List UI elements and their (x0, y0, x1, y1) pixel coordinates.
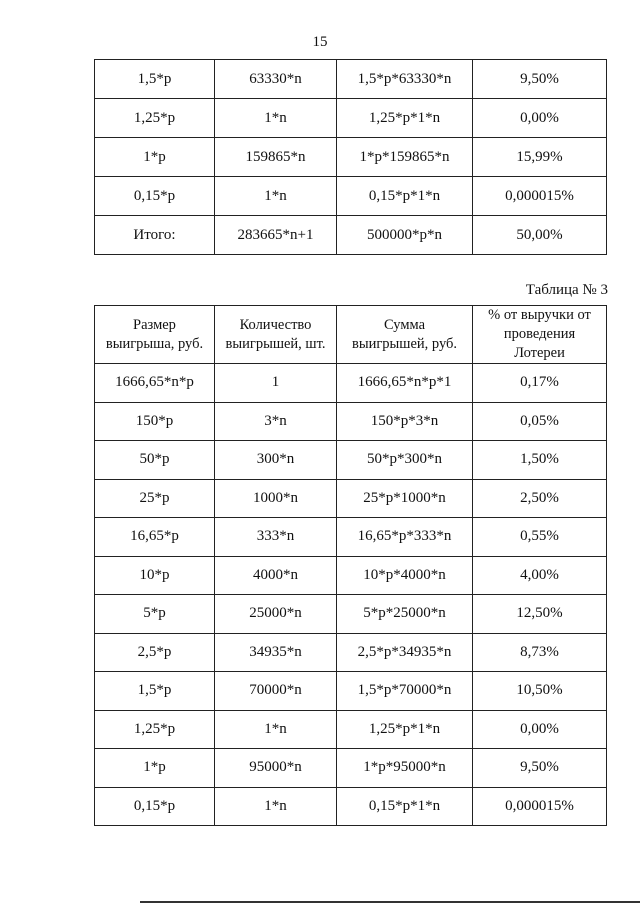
prize-count-cell: 1*n (215, 787, 337, 826)
table-row (95, 216, 607, 255)
prize-size-cell: 16,65*p (95, 518, 215, 557)
revenue-percent-cell: 8,73% (473, 633, 607, 672)
prize-sum-cell: 25*p*1000*n (337, 479, 473, 518)
prize-size-cell: 10*p (95, 556, 215, 595)
header-prize-count: Количество выигрышей, шт. (215, 306, 337, 364)
revenue-percent-cell: 0,05% (473, 402, 607, 441)
prize-count-cell: 34935*n (215, 633, 337, 672)
prize-sum-cell: 1*p*159865*n (337, 138, 473, 177)
prize-table-continuation-body (95, 60, 607, 255)
prize-sum-cell: 150*p*3*n (337, 402, 473, 441)
table-3-caption: Таблица № 3 (525, 282, 608, 298)
revenue-percent-cell: 12,50% (473, 595, 607, 634)
table-row (95, 99, 607, 138)
table-row (95, 672, 607, 711)
prize-count-cell: 1*n (215, 99, 337, 138)
prize-size-cell: Итого: (95, 216, 215, 255)
prize-count-cell: 1 (215, 364, 337, 403)
prize-count-cell: 1000*n (215, 479, 337, 518)
prize-sum-cell: 50*p*300*n (337, 441, 473, 480)
table-row (95, 60, 607, 99)
revenue-percent-cell: 50,00% (473, 216, 607, 255)
prize-count-cell: 4000*n (215, 556, 337, 595)
prize-count-cell: 70000*n (215, 672, 337, 711)
prize-sum-cell: 16,65*p*333*n (337, 518, 473, 557)
table-row (95, 749, 607, 788)
prize-count-cell: 1*n (215, 177, 337, 216)
prize-size-cell: 1666,65*n*p (95, 364, 215, 403)
revenue-percent-cell: 4,00% (473, 556, 607, 595)
table-row (95, 633, 607, 672)
prize-size-cell: 2,5*p (95, 633, 215, 672)
table-header-row (95, 306, 607, 364)
prize-sum-cell: 0,15*p*1*n (337, 177, 473, 216)
table-row (95, 138, 607, 177)
prize-sum-cell: 2,5*p*34935*n (337, 633, 473, 672)
table-row (95, 441, 607, 480)
revenue-percent-cell: 15,99% (473, 138, 607, 177)
prize-size-cell: 5*p (95, 595, 215, 634)
prize-size-cell: 1,25*p (95, 99, 215, 138)
table-row (95, 556, 607, 595)
prize-sum-cell: 500000*p*n (337, 216, 473, 255)
revenue-percent-cell: 9,50% (473, 749, 607, 788)
revenue-percent-cell: 0,17% (473, 364, 607, 403)
prize-sum-cell: 5*p*25000*n (337, 595, 473, 634)
prize-size-cell: 50*p (95, 441, 215, 480)
table-row (95, 364, 607, 403)
header-prize-sum: Сумма выигрышей, руб. (337, 306, 473, 364)
revenue-percent-cell: 2,50% (473, 479, 607, 518)
table-row (95, 595, 607, 634)
revenue-percent-cell: 9,50% (473, 60, 607, 99)
prize-sum-cell: 1,5*p*63330*n (337, 60, 473, 99)
prize-sum-cell: 1666,65*n*p*1 (337, 364, 473, 403)
prize-size-cell: 1*p (95, 138, 215, 177)
prize-count-cell: 333*n (215, 518, 337, 557)
prize-sum-cell: 1,5*p*70000*n (337, 672, 473, 711)
page-bottom-rule (140, 901, 640, 903)
prize-count-cell: 1*n (215, 710, 337, 749)
prize-count-cell: 3*n (215, 402, 337, 441)
prize-size-cell: 150*p (95, 402, 215, 441)
prize-size-cell: 0,15*p (95, 177, 215, 216)
prize-count-cell: 95000*n (215, 749, 337, 788)
prize-size-cell: 1,5*p (95, 672, 215, 711)
prize-sum-cell: 0,15*p*1*n (337, 787, 473, 826)
header-revenue-percent: % от выручки от проведения Лотереи (473, 306, 607, 364)
prize-count-cell: 300*n (215, 441, 337, 480)
prize-size-cell: 25*p (95, 479, 215, 518)
revenue-percent-cell: 0,55% (473, 518, 607, 557)
prize-sum-cell: 1,25*p*1*n (337, 710, 473, 749)
prize-count-cell: 159865*n (215, 138, 337, 177)
prize-sum-cell: 10*p*4000*n (337, 556, 473, 595)
prize-table-3 (94, 305, 607, 826)
page-number: 15 (312, 34, 328, 50)
table-row (95, 710, 607, 749)
header-prize-size: Размер выигрыша, руб. (95, 306, 215, 364)
prize-sum-cell: 1,25*p*1*n (337, 99, 473, 138)
table-row (95, 518, 607, 557)
revenue-percent-cell: 1,50% (473, 441, 607, 480)
prize-count-cell: 25000*n (215, 595, 337, 634)
prize-size-cell: 1*p (95, 749, 215, 788)
prize-size-cell: 1,25*p (95, 710, 215, 749)
prize-size-cell: 0,15*p (95, 787, 215, 826)
revenue-percent-cell: 0,00% (473, 99, 607, 138)
prize-size-cell: 1,5*p (95, 60, 215, 99)
table-row (95, 402, 607, 441)
table-row (95, 177, 607, 216)
prize-table-continuation (94, 59, 607, 255)
table-row (95, 479, 607, 518)
revenue-percent-cell: 0,000015% (473, 177, 607, 216)
revenue-percent-cell: 0,000015% (473, 787, 607, 826)
revenue-percent-cell: 10,50% (473, 672, 607, 711)
prize-count-cell: 283665*n+1 (215, 216, 337, 255)
table-row (95, 787, 607, 826)
prize-table-3-body (95, 364, 607, 826)
prize-sum-cell: 1*p*95000*n (337, 749, 473, 788)
prize-count-cell: 63330*n (215, 60, 337, 99)
revenue-percent-cell: 0,00% (473, 710, 607, 749)
